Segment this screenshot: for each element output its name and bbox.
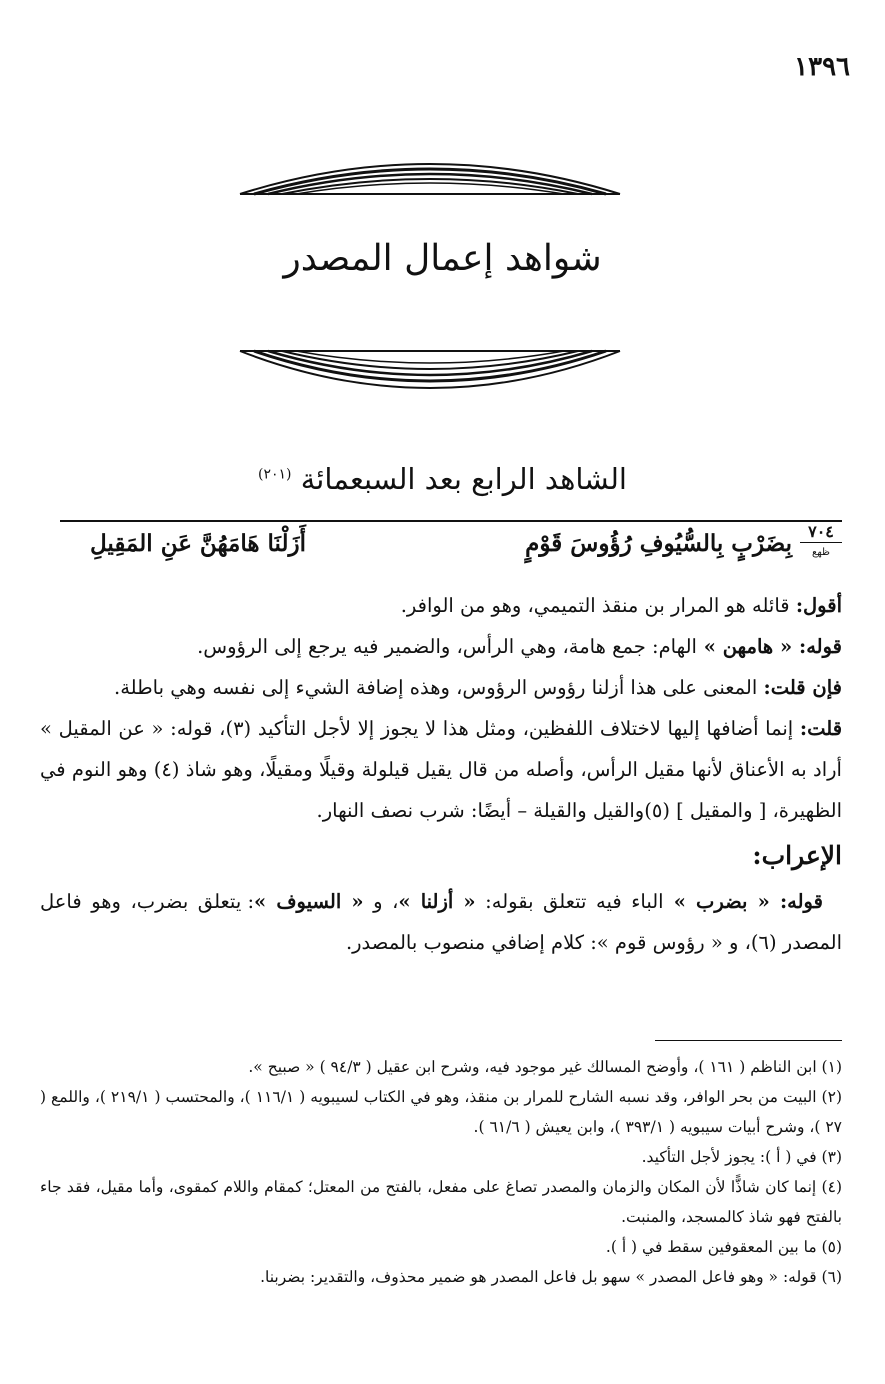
commentary-body [40,585,842,963]
footnote: (٢) البيت من بحر الوافر، وقد نسبه الشارح للمرار بن منقذ، وهو في الكتاب لسيبويه ( ١١٦/١ )، والمحتسب ( ٢١٩/١ )، واللمع ( ٢٧ )، وشرح أبيات سيبويه ( ٣٩٣/١ )، وابن يعيش ( ٦١/٦ ). [40,1088,842,1136]
chapter-title: شواهد إعمال المصدر [283,238,602,279]
quoted-word: « أزلنا » [398,890,476,913]
verse-number-value: ٧٠٤ [808,522,834,541]
page-number: ١٣٩٦ [794,52,850,82]
bottom-ornament [230,345,630,413]
quoted-word: « بضرب » [663,890,780,913]
verse-number-sigla: ظهع [800,542,842,561]
paragraph-author [40,585,842,626]
paragraph-lead: فإن قلت: [763,676,842,699]
paragraph-lead: قوله: [779,890,823,913]
paragraph-objection [40,667,842,708]
paragraph-lead: قلت: [799,717,843,740]
footnote: (١) ابن الناظم ( ١٦١ )، وأوضح المسالك غير موجود فيه، وشرح ابن عقيل ( ٩٤/٣ ) « صبيح ». [248,1058,842,1076]
top-ornament [230,150,630,200]
footnote: (٥) ما بين المعقوفين سقط في ( أ ). [605,1238,842,1256]
paragraph-text: إنما أضافها إليها لاختلاف اللفظين، ومثل هذا لا يجوز إلا لأجل التأكيد (٣)، قوله: « عن المقيل » أراد به الأعناق لأنها مقيل الرأس، وأصله من قال يقيل قيلولة وقيلًا ومقيلًا، وهو شاذ (٤) وهو النوم في الظهيرة، [ والمقيل ] (٥)والقيل والقيلة – أيضًا: شرب نصف النهار. [40,717,842,822]
paragraph-text: المعنى على هذا أزلنا رؤوس الرؤوس، وهذه إضافة الشيء إلى نفسه وهي باطلة. [114,676,764,699]
verse-first-hemistich: بِضَرْبٍ بِالسُّيُوفِ رُؤُوسَ قَوْمٍ [525,530,792,557]
paragraph-lead: أقول: [795,594,842,617]
paragraph-i3rab [40,881,842,963]
paragraph-text: : يتعلق بضرب، وهو فاعل المصدر (٦)، و « رؤوس قوم »: كلام إضافي منصوب بالمصدر. [40,890,842,954]
paragraph-text: الهام: جمع هامة، وهي الرأس، والضمير فيه يرجع إلى الرؤوس. [197,635,697,658]
paragraph-text: ، و [363,890,399,913]
witness-heading [150,462,735,496]
witness-title: الشاهد الرابع بعد السبعمائة [300,462,627,496]
quoted-word: « السيوف » [254,890,364,913]
witness-note-ref: (٢٠١) [258,466,292,483]
paragraph-lead: قوله: [799,635,842,658]
paragraph-answer [40,708,842,831]
footnote: (٣) في ( أ ): يجوز لأجل التأكيد. [641,1148,842,1166]
quoted-word: « هامهن » [696,635,799,658]
paragraph-text: قائله هو المرار بن منقذ التميمي، وهو من الوافر. [400,594,796,617]
verse-number [800,524,842,561]
footnote: (٤) إنما كان شاذًّا لأن المكان والزمان والمصدر تصاغ على مفعل، بالفتح من المعتل؛ كمقام واللام كمقوى، وأما مقيل، فقد جاء بالفتح فهو شاذ كالمسجد، والمنبت. [40,1178,842,1226]
paragraph-hamihinna [40,626,842,667]
footnote-separator [655,1040,842,1041]
paragraph-text: الباء فيه تتعلق بقوله: [475,890,664,913]
footnote: (٦) قوله: « وهو فاعل المصدر » سهو بل فاعل المصدر هو ضمير محذوف، والتقدير: بضربنا. [260,1268,842,1286]
footnotes [40,1052,842,1292]
i3rab-heading: الإعراب: [752,841,842,870]
verse-line [60,522,842,574]
verse-second-hemistich: أَزَلْنَا هَامَهُنَّ عَنِ المَقِيلِ [90,530,306,557]
